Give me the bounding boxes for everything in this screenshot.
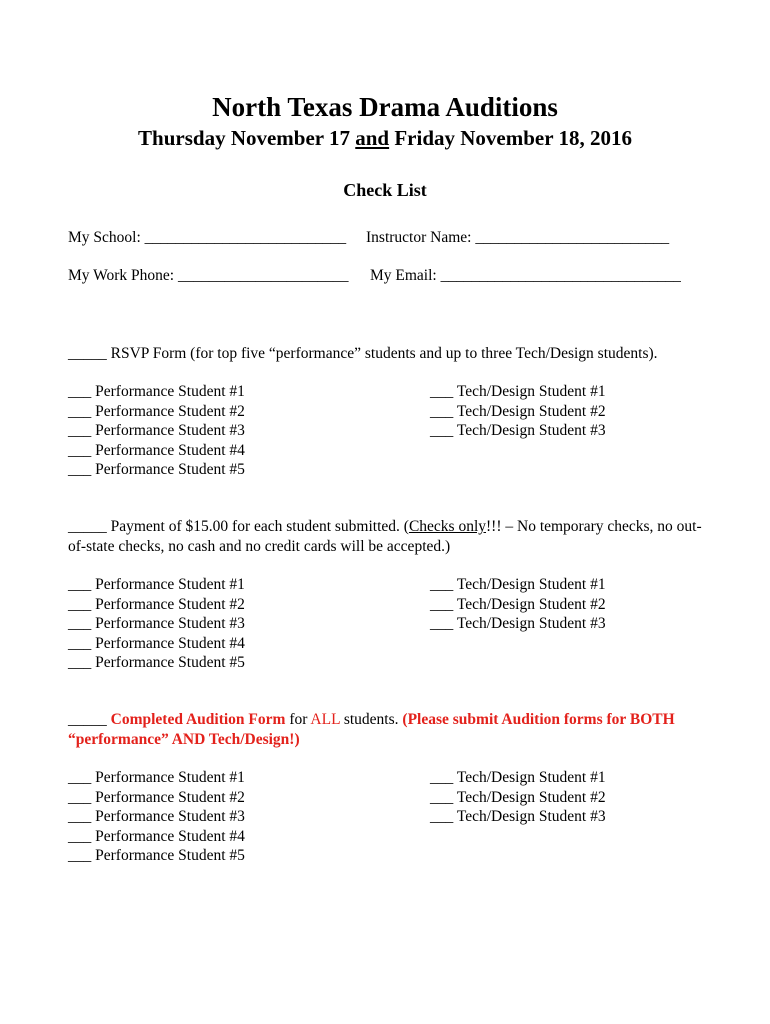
tech-student-item[interactable]: ___ Tech/Design Student #2: [430, 788, 606, 806]
performance-student-item[interactable]: ___ Performance Student #5: [68, 654, 245, 671]
completed-audition-form: Completed Audition Form: [110, 711, 286, 728]
all-label: ALL: [310, 711, 340, 728]
performance-student-item[interactable]: ___ Performance Student #5: [68, 461, 245, 478]
payment-tech-list: [430, 575, 606, 634]
performance-student-item[interactable]: ___ Performance Student #1: [68, 576, 245, 593]
date-part-2: Friday November 18, 2016: [389, 126, 632, 150]
tech-student-item[interactable]: ___ Tech/Design Student #2: [430, 595, 606, 613]
performance-student-item[interactable]: ___ Performance Student #1: [68, 769, 245, 786]
audition-note: (Please submit Audition forms for BOTH “performance” AND Tech/Design!): [68, 711, 675, 748]
phone-field[interactable]: My Work Phone: ______________________: [68, 267, 349, 284]
rsvp-performance-list: [68, 382, 245, 480]
performance-student-item[interactable]: ___ Performance Student #4: [68, 827, 245, 845]
audition-for: for: [285, 711, 311, 728]
audition-students: students.: [339, 711, 403, 728]
audition-performance-list: [68, 768, 245, 866]
rsvp-item: _____ RSVP Form (for top five “performance” students and up to three Tech/Design students).: [68, 345, 658, 362]
date-part-1: Thursday November 17: [138, 126, 356, 150]
school-field[interactable]: My School: __________________________: [68, 229, 347, 246]
performance-student-item[interactable]: ___ Performance Student #4: [68, 634, 245, 652]
checks-only: Checks only: [408, 518, 487, 535]
tech-student-item[interactable]: ___ Tech/Design Student #3: [430, 808, 606, 825]
instructor-field[interactable]: Instructor Name: _________________________: [366, 229, 670, 246]
performance-student-item[interactable]: ___ Performance Student #4: [68, 441, 245, 459]
performance-student-item[interactable]: ___ Performance Student #1: [68, 383, 245, 400]
date-and: and: [355, 126, 390, 150]
tech-student-item[interactable]: ___ Tech/Design Student #1: [430, 576, 606, 593]
event-dates: [0, 126, 770, 151]
performance-student-item[interactable]: ___ Performance Student #3: [68, 615, 245, 632]
audition-blank: _____: [68, 711, 111, 728]
check-list-heading: Check List: [343, 180, 427, 200]
tech-student-item[interactable]: ___ Tech/Design Student #1: [430, 769, 606, 786]
performance-student-item[interactable]: ___ Performance Student #2: [68, 788, 245, 806]
document-title: North Texas Drama Auditions: [212, 92, 558, 122]
audition-form-item: [68, 710, 708, 749]
performance-student-item[interactable]: ___ Performance Student #3: [68, 808, 245, 825]
payment-suffix: !!! – No temporary checks, no out-of-state checks, no cash and no credit cards will be accepted.): [68, 518, 702, 555]
tech-student-item[interactable]: ___ Tech/Design Student #1: [430, 383, 606, 400]
payment-item: [68, 517, 708, 556]
tech-student-item[interactable]: ___ Tech/Design Student #2: [430, 402, 606, 420]
rsvp-tech-list: [430, 382, 606, 441]
audition-tech-list: [430, 768, 606, 827]
payment-performance-list: [68, 575, 245, 673]
tech-student-item[interactable]: ___ Tech/Design Student #3: [430, 615, 606, 632]
performance-student-item[interactable]: ___ Performance Student #2: [68, 595, 245, 613]
performance-student-item[interactable]: ___ Performance Student #3: [68, 422, 245, 439]
performance-student-item[interactable]: ___ Performance Student #2: [68, 402, 245, 420]
performance-student-item[interactable]: ___ Performance Student #5: [68, 847, 245, 864]
tech-student-item[interactable]: ___ Tech/Design Student #3: [430, 422, 606, 439]
email-field[interactable]: My Email: _______________________________: [370, 267, 681, 284]
payment-prefix: _____ Payment of $15.00 for each student submitted. (: [68, 518, 409, 535]
